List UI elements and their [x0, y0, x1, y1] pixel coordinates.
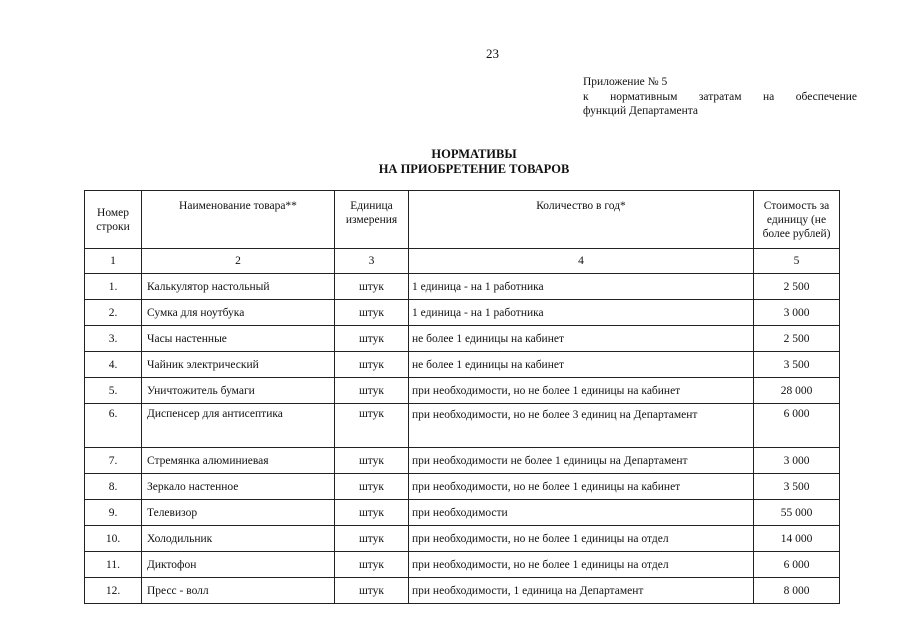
- item-name: Чайник электрический: [142, 352, 335, 378]
- unit-cost: 8 000: [754, 578, 840, 604]
- row-number: 3.: [85, 326, 142, 352]
- document-title: НОРМАТИВЫ: [431, 147, 517, 161]
- item-name: Телевизор: [142, 500, 335, 526]
- quantity-per-year: при необходимости, но не более 1 единицы на кабинет: [409, 474, 754, 500]
- appendix-note: [583, 75, 857, 119]
- unit-cost: 3 000: [754, 448, 840, 474]
- item-name: Часы настенные: [142, 326, 335, 352]
- column-number: 4: [409, 249, 754, 274]
- row-number: 7.: [85, 448, 142, 474]
- row-number: 11.: [85, 552, 142, 578]
- table-row: [85, 578, 840, 604]
- row-number: 5.: [85, 378, 142, 404]
- unit-of-measure: штук: [335, 300, 409, 326]
- table-row: [85, 300, 840, 326]
- item-name: Зеркало настенное: [142, 474, 335, 500]
- quantity-per-year: при необходимости: [409, 500, 754, 526]
- norms-table: [84, 190, 840, 604]
- row-number: 2.: [85, 300, 142, 326]
- unit-cost: 6 000: [754, 404, 840, 448]
- page-number: 23: [486, 46, 499, 61]
- column-number-row: [85, 249, 840, 274]
- table-row: [85, 352, 840, 378]
- column-number: 3: [335, 249, 409, 274]
- unit-cost: 3 500: [754, 474, 840, 500]
- quantity-per-year: при необходимости, но не более 1 единицы на кабинет: [409, 378, 754, 404]
- table-row: [85, 448, 840, 474]
- item-name: Пресс - волл: [142, 578, 335, 604]
- table-header-row: [85, 191, 840, 249]
- unit-of-measure: штук: [335, 326, 409, 352]
- quantity-per-year: при необходимости, 1 единица на Департамент: [409, 578, 754, 604]
- column-number: 2: [142, 249, 335, 274]
- unit-of-measure: штук: [335, 274, 409, 300]
- quantity-per-year: 1 единица - на 1 работника: [409, 300, 754, 326]
- item-name: Холодильник: [142, 526, 335, 552]
- header-quantity: Количество в год*: [409, 191, 754, 249]
- unit-of-measure: штук: [335, 578, 409, 604]
- table-body: [85, 249, 840, 604]
- table-row: [85, 526, 840, 552]
- table-row: [85, 326, 840, 352]
- appendix-line-1: Приложение № 5: [583, 76, 668, 88]
- item-name: Калькулятор настольный: [142, 274, 335, 300]
- item-name: Уничтожитель бумаги: [142, 378, 335, 404]
- row-number: 6.: [85, 404, 142, 448]
- quantity-per-year: при необходимости, но не более 1 единицы на отдел: [409, 552, 754, 578]
- unit-cost: 6 000: [754, 552, 840, 578]
- table-row: [85, 474, 840, 500]
- table-row: [85, 552, 840, 578]
- unit-of-measure: штук: [335, 352, 409, 378]
- table-row: [85, 378, 840, 404]
- header-item-name: Наименование товара**: [142, 191, 335, 249]
- unit-of-measure: штук: [335, 448, 409, 474]
- column-number: 5: [754, 249, 840, 274]
- item-name: Сумка для ноутбука: [142, 300, 335, 326]
- unit-cost: 2 500: [754, 326, 840, 352]
- unit-cost: 14 000: [754, 526, 840, 552]
- row-number: 10.: [85, 526, 142, 552]
- unit-cost: 2 500: [754, 274, 840, 300]
- quantity-per-year: не более 1 единицы на кабинет: [409, 326, 754, 352]
- row-number: 12.: [85, 578, 142, 604]
- unit-cost: 55 000: [754, 500, 840, 526]
- unit-of-measure: штук: [335, 526, 409, 552]
- unit-of-measure: штук: [335, 404, 409, 448]
- table-row: [85, 274, 840, 300]
- quantity-per-year: при необходимости, но не более 1 единицы на отдел: [409, 526, 754, 552]
- unit-of-measure: штук: [335, 378, 409, 404]
- row-number: 9.: [85, 500, 142, 526]
- quantity-per-year: при необходимости не более 1 единицы на Департамент: [409, 448, 754, 474]
- quantity-per-year: не более 1 единицы на кабинет: [409, 352, 754, 378]
- quantity-per-year: при необходимости, но не более 3 единиц на Департамент: [409, 404, 754, 448]
- item-name: Диктофон: [142, 552, 335, 578]
- appendix-line-3: функций Департамента: [583, 105, 699, 117]
- column-number: 1: [85, 249, 142, 274]
- unit-cost: 3 000: [754, 300, 840, 326]
- header-row-number: Номер строки: [85, 191, 142, 249]
- item-name: Диспенсер для антисептика: [142, 404, 335, 448]
- row-number: 4.: [85, 352, 142, 378]
- unit-of-measure: штук: [335, 500, 409, 526]
- item-name: Стремянка алюминиевая: [142, 448, 335, 474]
- document-subtitle: НА ПРИОБРЕТЕНИЕ ТОВАРОВ: [378, 162, 570, 176]
- unit-cost: 3 500: [754, 352, 840, 378]
- unit-of-measure: штук: [335, 552, 409, 578]
- row-number: 8.: [85, 474, 142, 500]
- quantity-per-year: 1 единица - на 1 работника: [409, 274, 754, 300]
- appendix-line-2: к нормативным затратам на обеспечение: [583, 90, 857, 103]
- row-number: 1.: [85, 274, 142, 300]
- header-unit-cost: Стоимость за единицу (не более рублей): [754, 191, 840, 249]
- unit-of-measure: штук: [335, 474, 409, 500]
- table-row: [85, 500, 840, 526]
- header-unit: Единица измерения: [335, 191, 409, 249]
- unit-cost: 28 000: [754, 378, 840, 404]
- table-row: [85, 404, 840, 448]
